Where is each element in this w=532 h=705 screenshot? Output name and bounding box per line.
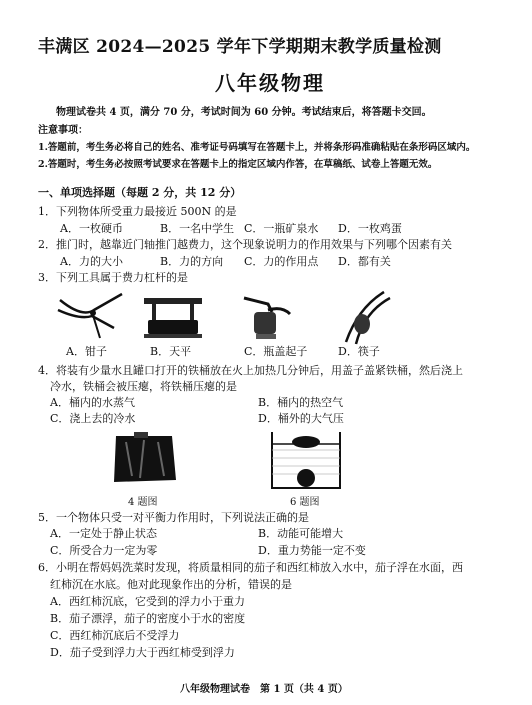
question-4-stem-line-2: 冷水，铁桶会被压瘪，将铁桶压瘪的是	[50, 380, 237, 393]
q5-option-a: A．一定处于静止状态	[50, 527, 157, 540]
q3-option-c: C．瓶盖起子	[244, 345, 308, 358]
intro-text: 物理试卷共 4 页，满分 70 分，考试时间为 60 分钟。考试结束后，将答题卡交回。	[56, 107, 432, 118]
q6-option-c: C．西红柿沉底后不受浮力	[50, 629, 180, 642]
q5-option-d: D．重力势能一定不变	[258, 544, 366, 557]
q3-option-a: A．钳子	[66, 345, 107, 358]
q2-option-a: A．力的大小	[60, 255, 123, 268]
q6-option-d: D．茄子受到浮力大于西红柿受到浮力	[50, 646, 235, 659]
pliers-figure	[52, 288, 132, 343]
section-title: 一、单项选择题（每题 2 分，共 12 分）	[38, 186, 242, 199]
page-footer: 八年级物理试卷 第 1 页（共 4 页）	[180, 684, 348, 695]
q1-option-c: C．一瓶矿泉水	[244, 222, 319, 235]
q6-option-a: A．西红柿沉底，它受到的浮力小于重力	[50, 595, 245, 608]
q4-option-a: A．桶内的水蒸气	[50, 396, 135, 409]
question-1-stem: 1．下列物体所受重力最接近 500N 的是	[38, 205, 237, 218]
note-item-1: 1.答题前，考生务必将自己的姓名、准考证号码填写在答题卡上，并将条形码准确粘贴在条形码区域内。	[38, 142, 476, 153]
balance-figure	[142, 290, 204, 342]
q2-option-b: B．力的方向	[160, 255, 224, 268]
q3-option-d: D．筷子	[338, 345, 380, 358]
question-3-stem: 3．下列工具属于费力杠杆的是	[38, 271, 188, 284]
q6-option-b: B．茄子漂浮，茄子的密度小于水的密度	[50, 612, 246, 625]
q4-option-d: D．桶外的大气压	[258, 412, 344, 425]
figure-4-caption: 4 题图	[128, 497, 158, 508]
bottle-opener-figure	[238, 290, 300, 342]
crushed-barrel-figure	[106, 430, 184, 490]
q5-option-b: B．动能可能增大	[258, 527, 344, 540]
q5-option-c: C．所受合力一定为零	[50, 544, 158, 557]
q4-option-c: C．浇上去的冷水	[50, 412, 136, 425]
q1-option-d: D．一枚鸡蛋	[338, 222, 402, 235]
q1-option-a: A．一枚硬币	[60, 222, 123, 235]
chopsticks-figure	[338, 288, 398, 346]
question-6-stem-line-2: 红柿沉在水底。他对此现象作出的分析，错误的是	[50, 578, 292, 591]
figure-6-caption: 6 题图	[290, 497, 320, 508]
water-container-figure	[268, 426, 344, 492]
question-5-stem: 5．一个物体只受一对平衡力作用时，下列说法正确的是	[38, 511, 309, 524]
subject-title: 八年级物理	[215, 71, 325, 95]
q1-option-b: B．一名中学生	[160, 222, 235, 235]
q2-option-d: D．都有关	[338, 255, 391, 268]
q4-option-b: B．桶内的热空气	[258, 396, 344, 409]
question-4-stem-line-1: 4．将装有少量水且罐口打开的铁桶放在火上加热几分钟后，用盖子盖紧铁桶，然后浇上	[38, 364, 463, 377]
notes-heading: 注意事项：	[38, 125, 88, 136]
q2-option-c: C．力的作用点	[244, 255, 319, 268]
note-item-2: 2.答题时，考生务必按照考试要求在答题卡上的指定区域内作答，在草稿纸、试卷上答题无效。	[38, 159, 438, 170]
exam-title: 丰满区 2024—2025 学年下学期期末教学质量检测	[38, 37, 442, 57]
question-2-stem: 2．推门时，越靠近门轴推门越费力，这个现象说明力的作用效果与下列哪个因素有关	[38, 238, 452, 251]
question-6-stem-line-1: 6．小明在帮妈妈洗菜时发现，将质量相同的茄子和西红柿放入水中，茄子浮在水面，西	[38, 561, 463, 574]
q3-option-b: B．天平	[150, 345, 192, 358]
